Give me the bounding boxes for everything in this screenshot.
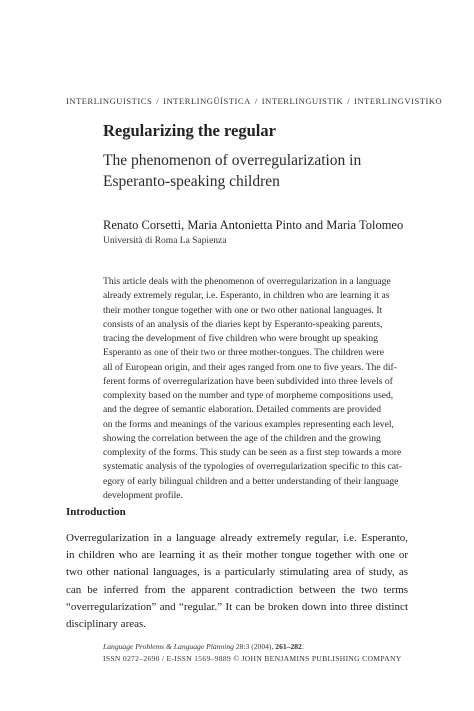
abstract-line: showing the correlation between the age of the children and the growing [103,432,381,444]
abstract-line: complexity of the forms. This study can be seen as a first step towards a more [103,447,402,458]
abstract-line: Esperanto as one of their two or three mother-tongues. The children were [103,347,384,359]
abstract-line: already extremely regular, i.e. Esperanto, in children who are learning it as [103,290,390,302]
author-affiliation: Università di Roma La Sapienza [103,236,227,246]
journal-name: Language Problems & Language Planning [103,642,234,651]
paragraph-line: in children who are learning it as their mother tongue together with one or [66,549,408,562]
volume-year: 28:3 (2004), [233,642,276,651]
abstract-line: This article deals with the phenomenon of overregularization in a language [103,276,391,287]
abstract-line: complexity based on the number and type of morpheme compositions used, [103,390,394,401]
issn-line: ISSN 0272–2690 / E-ISSN 1569–9889 © JOHN BENJAMINS PUBLISHING COMPANY [103,654,402,663]
subtitle-line: Esperanto-speaking children [103,173,280,190]
running-head-separator: / [347,96,351,106]
paragraph-line: can be inferred from the apparent contradiction between the two terms [66,583,408,596]
article-authors: Renato Corsetti, Maria Antonietta Pinto and Maria Tolomeo [103,218,404,232]
page-range: 261–282 [275,642,302,651]
page-footer [103,641,403,665]
running-head-separator: / [254,96,258,106]
paragraph-line: disciplinary areas. [66,617,147,630]
citation-end: . [301,642,304,651]
paragraph-line: “overregularization” and “regular.” It can be broken down into three distinct [66,600,408,613]
abstract-line: their mother tongue together with one or two other national languages. It [103,304,383,316]
running-head-item: INTERLINGÜÍSTICA [163,96,251,106]
abstract-line: ferent forms of overregularization have been subdivided into three levels of [103,375,393,387]
introduction-paragraph [66,530,408,633]
abstract-line: systematic analysis of the typologies of overregularization specific to this cat- [103,461,402,473]
abstract-line: on the forms and meanings of the various examples representing each level, [103,418,394,430]
running-head-item: INTERLINGUISTIK [261,96,344,106]
section-heading-introduction: Introduction [66,506,126,518]
running-head-item: INTERLINGVISTIKO [354,96,443,106]
article-subtitle [103,150,423,192]
subtitle-line: The phenomenon of overregularization in [103,152,362,169]
abstract-line: all of European origin, and their ages ranged from one to five years. The dif- [103,361,397,373]
running-head-separator: / [156,96,160,106]
citation-line [103,641,403,653]
running-head-item: INTERLINGUISTICS [66,96,153,106]
paragraph-line: Overregularization in a language already extremely regular, i.e. Esperanto, [66,532,408,544]
paragraph-line: two other national languages, is a particularly stimulating area of study, as [66,566,408,579]
abstract-line: tracing the development of five children who were brought up speaking [103,333,378,344]
abstract-line: consists of an analysis of the diaries kept by Esperanto-speaking parents, [103,318,383,330]
abstract-line: egory of early bilingual children and a better understanding of their language [103,475,399,487]
abstract-line: and the degree of semantic elaboration. Detailed comments are provided [103,404,382,416]
abstract [103,275,421,503]
abstract-line: development profile. [103,489,183,501]
article-title: Regularizing the regular [103,121,276,140]
running-head [66,96,443,106]
